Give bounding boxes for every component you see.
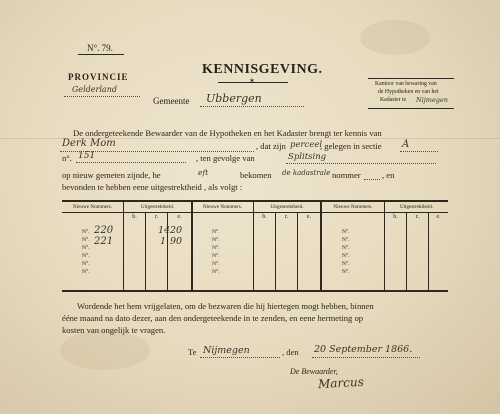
entry-number: 220: [94, 225, 114, 236]
paper-stain: [60, 330, 150, 370]
document-title: KENNISGEVING.: [202, 62, 323, 77]
closing-line1: Wordende het hem vrijgelaten, om de bezwaren die hij hiertegen mogt hebben, binnen: [77, 301, 374, 311]
unit-r: r.: [154, 214, 159, 220]
municipality-value: Ubbergen: [206, 92, 262, 105]
table-bottom-rule: [62, 290, 448, 292]
entry-r: 1: [160, 236, 167, 247]
reason-value: Splitsing: [288, 152, 327, 162]
unit-r: r.: [415, 214, 420, 220]
intro-text: De ondergeteekende Bewaarder van de Hypotheken en het Kadaster brengt ter kennis van: [73, 128, 382, 138]
entry-e: 20: [170, 225, 183, 236]
new-numbers-text: de kadastrale: [282, 169, 331, 177]
no-prefix: N°.: [82, 237, 90, 243]
no-prefix: N°.: [212, 253, 220, 259]
ornament: ✶: [249, 77, 255, 85]
no-prefix: N°.: [82, 261, 90, 267]
date-line: [312, 357, 420, 358]
province-line: [64, 96, 140, 97]
no-prefix: N°.: [82, 245, 90, 251]
no-prefix: N°.: [82, 269, 90, 275]
office-rule-top: [368, 78, 454, 79]
line4-middle: bekomen: [240, 170, 272, 180]
no-prefix: N°.: [342, 245, 350, 251]
unit-e: e.: [436, 214, 441, 220]
section-line: [400, 151, 438, 152]
no-prefix: N°.: [212, 229, 220, 235]
line4-dash: [364, 179, 380, 180]
parcel-kind: perceel: [290, 140, 323, 150]
line4-suffix: eft: [198, 168, 209, 177]
office-line2: de Hypotheken en van het: [378, 89, 439, 95]
table-unit-rule: [406, 212, 407, 291]
table-unit-rule: [428, 212, 429, 291]
section-value: A: [402, 139, 410, 150]
office-line1: Kantoor van bewaring van: [375, 81, 437, 87]
date-value: 20 September 1866.: [314, 344, 413, 355]
unit-e: e.: [306, 214, 312, 220]
province-label: PROVINCIE: [68, 72, 129, 82]
table-unit-rule: [167, 212, 168, 291]
place-prefix: Te: [188, 347, 197, 357]
table-unit-rule: [297, 212, 298, 291]
line5-text: bevonden te hebben eene uitgestrektheid , als volgt :: [62, 182, 243, 192]
table-top-rule: [62, 200, 448, 202]
paper-stain: [360, 20, 430, 55]
place-line: [200, 357, 280, 358]
place-value: Nijmegen: [203, 345, 250, 356]
header-area: Uitgestrektheid.: [270, 204, 304, 210]
no-prefix: N°.: [212, 269, 220, 275]
signature-label: De Bewaarder,: [290, 367, 338, 376]
entry-number: 221: [94, 236, 114, 247]
date-prefix: , den: [282, 347, 299, 357]
no-prefix: N°.: [82, 229, 90, 235]
no-prefix: N°.: [212, 261, 220, 267]
line4-end: nommer: [332, 170, 361, 180]
office-rule-bottom: [368, 108, 454, 109]
province-value: Gelderland: [72, 85, 117, 94]
no-prefix: N°.: [212, 245, 220, 251]
header-area: Uitgestrektheid.: [140, 204, 175, 210]
table-unit-rule: [145, 212, 146, 291]
unit-b: b.: [262, 214, 267, 220]
closing-line3: kosten van ongelijk te vragen.: [62, 325, 166, 335]
no-prefix: N°.: [342, 253, 350, 259]
closing-line2: ééne maand na dato dezer, aan den ondergeteekende in te zenden, en eene hermeting op: [62, 313, 364, 323]
table-header-rule: [62, 212, 448, 213]
header-new-numbers: Nieuwe Nommers.: [202, 204, 243, 210]
entry-r: 14: [158, 225, 171, 236]
table-group-rule: [191, 200, 193, 291]
unit-r: r.: [284, 214, 289, 220]
no-prefix: N°.: [342, 229, 350, 235]
line4-prefix: op nieuw gemeten zijnde, he: [62, 170, 161, 180]
office-location: Nijmegen: [416, 96, 448, 104]
no-prefix: N°.: [82, 253, 90, 259]
line3-middle: , ten gevolge van: [196, 153, 255, 163]
line3-number-line: [76, 162, 186, 163]
municipality-label: Gemeente: [153, 96, 190, 106]
document-number: N°. 79.: [87, 43, 113, 53]
line3-prefix: n°.: [62, 153, 72, 163]
no-prefix: N°.: [342, 237, 350, 243]
divider: [78, 54, 124, 55]
recipient-name: Derk Mom: [62, 138, 116, 149]
unit-b: b.: [132, 214, 137, 220]
entry-e: 90: [170, 236, 183, 247]
table-group-rule: [320, 200, 322, 291]
no-prefix: N°.: [212, 237, 220, 243]
header-new-numbers: Nieuwe Nommers.: [72, 204, 113, 210]
line2-section: , gelegen in sectie: [320, 141, 382, 151]
line2-middle: , dat zijn: [256, 141, 286, 151]
office-line3-prefix: Kadaster te: [380, 97, 407, 103]
reason-line: [286, 163, 436, 164]
unit-b: b.: [393, 214, 398, 220]
line4-tail: , en: [382, 170, 395, 180]
unit-e: e.: [177, 214, 182, 220]
no-prefix: N°.: [342, 261, 350, 267]
header-new-numbers: Nieuwe Nommers.: [333, 204, 373, 210]
header-area: Uitgestrektheid.: [399, 204, 434, 210]
line3-number: 151: [78, 151, 96, 161]
signature: Marcus: [317, 374, 365, 392]
table-unit-rule: [275, 212, 276, 291]
municipality-line: [200, 106, 304, 107]
no-prefix: N°.: [342, 269, 350, 275]
